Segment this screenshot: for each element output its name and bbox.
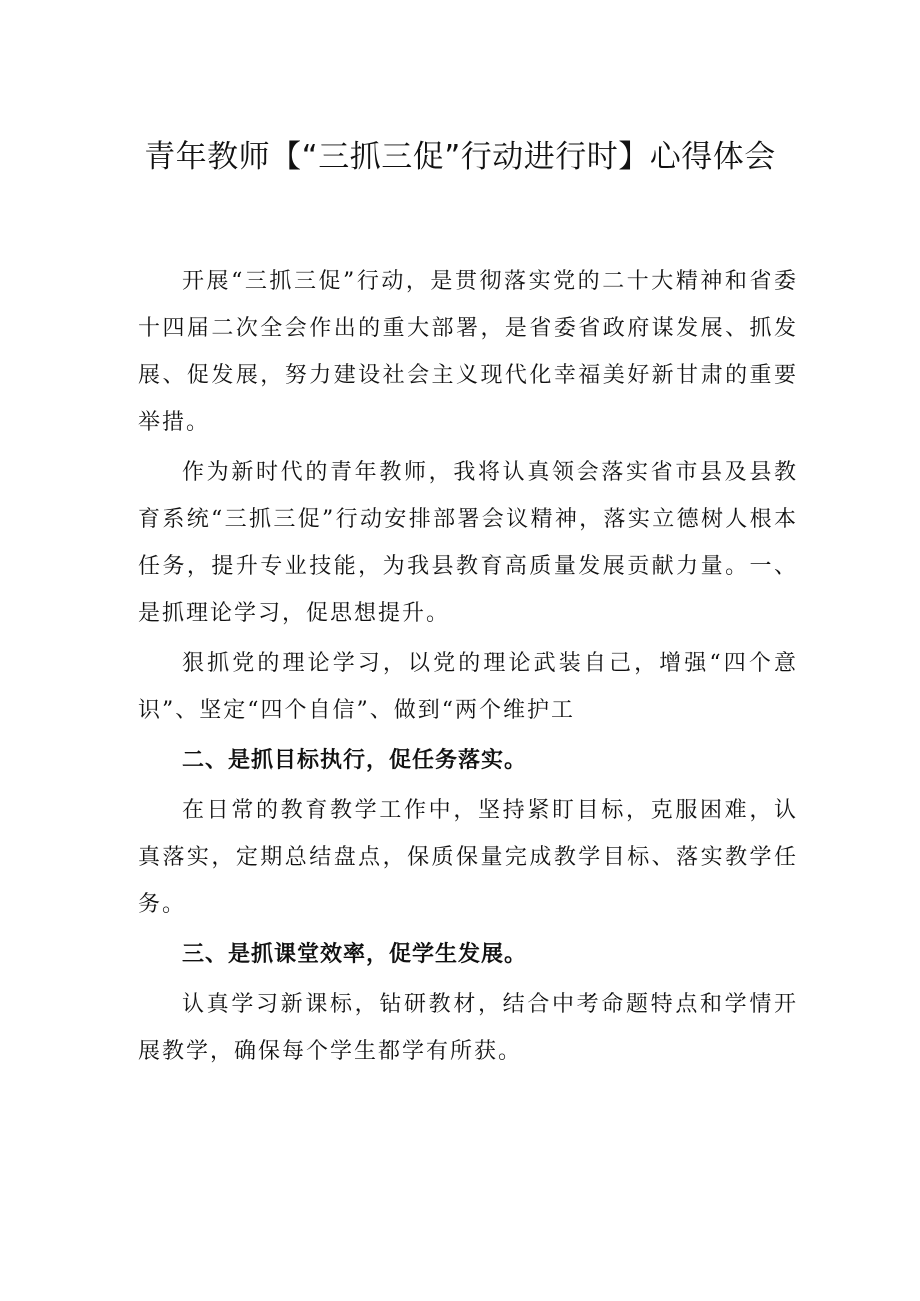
document-body	[138, 258, 798, 1078]
section-heading: 三、是抓课堂效率，促学生发展。	[182, 942, 528, 967]
section-heading: 二、是抓目标执行，促任务落实。	[182, 748, 528, 773]
document-title: 青年教师【“三抓三促”行动进行时】心得体会	[144, 139, 776, 175]
paragraph: 作为新时代的青年教师，我将认真领会落实省市县及县教育系统“三抓三促”行动安排部署会议精神，落实立德树人根本任务，提升专业技能，为我县教育高质量发展贡献力量。一、是抓理论学习，促思想提升。	[138, 460, 798, 626]
paragraph: 在日常的教育教学工作中，坚持紧盯目标，克服困难，认真落实，定期总结盘点，保质保量完成教学目标、落实教学任务。	[138, 798, 798, 917]
paragraph: 认真学习新课标，钻研教材，结合中考命题特点和学情开展教学，确保每个学生都学有所获。	[138, 992, 798, 1064]
paragraph: 开展“三抓三促”行动，是贯彻落实党的二十大精神和省委十四届二次全会作出的重大部署，是省委省政府谋发展、抓发展、促发展，努力建设社会主义现代化幸福美好新甘肃的重要举措。	[138, 269, 798, 435]
paragraph: 狠抓党的理论学习，以党的理论武装自己，增强“四个意识”、坚定“四个自信”、做到“两个维护工	[138, 651, 798, 723]
